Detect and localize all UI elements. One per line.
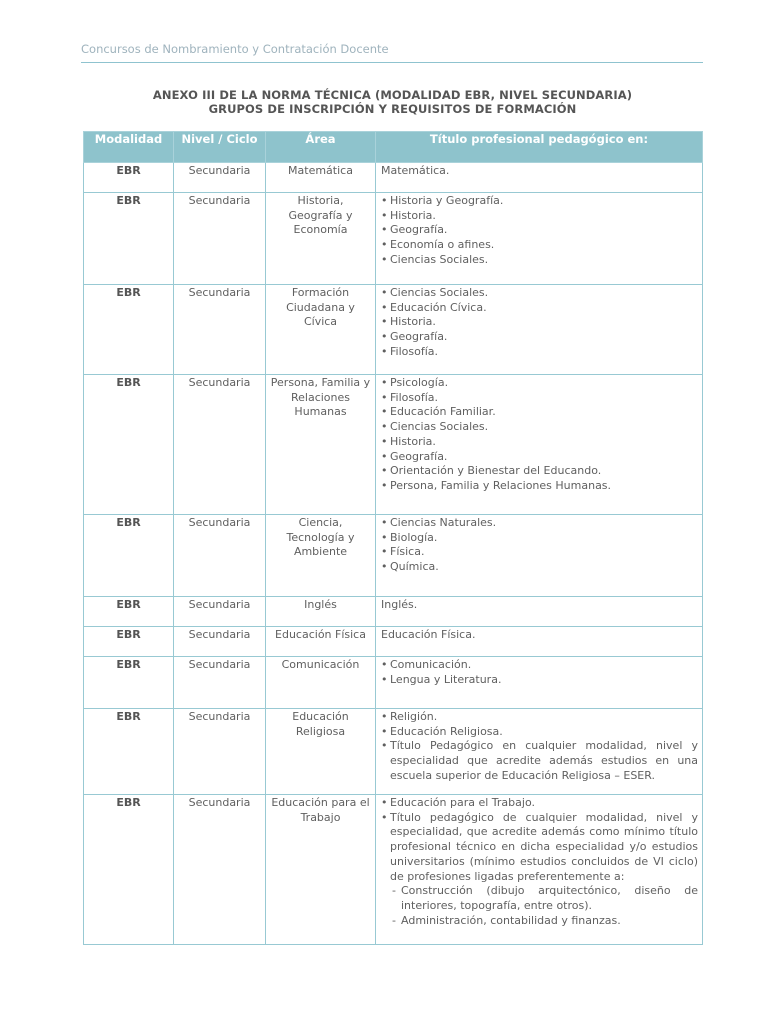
cell-nivel: Secundaria: [174, 163, 266, 193]
list-item: • Biología.: [381, 531, 698, 546]
table-row: [84, 515, 703, 597]
list-item: • Ciencias Sociales.: [381, 253, 698, 268]
list-item: • Título pedagógico de cualquier modalidad, nivel y especialidad, que acredite además como mínimo título profesional técnico en dicha especialidad y/o estudios universitarios (mínimo estudios concluidos de VI ciclo) de profesiones ligadas preferentemente a:: [381, 811, 698, 885]
cell-modalidad: EBR: [84, 285, 174, 375]
list-item: • Educación Cívica.: [381, 301, 698, 316]
cell-nivel: Secundaria: [174, 375, 266, 515]
cell-modalidad: EBR: [84, 627, 174, 657]
cell-nivel: Secundaria: [174, 657, 266, 709]
column-header-nivel: Nivel / Ciclo: [174, 132, 266, 163]
cell-titulo: Inglés.: [376, 597, 703, 627]
cell-nivel: Secundaria: [174, 285, 266, 375]
cell-area: Formación Ciudadana y Cívica: [266, 285, 376, 375]
list-item: • Economía o afines.: [381, 238, 698, 253]
cell-titulo: Educación Física.: [376, 627, 703, 657]
cell-modalidad: EBR: [84, 795, 174, 945]
list-item: • Educación Religiosa.: [381, 725, 698, 740]
cell-area: Historia, Geografía y Economía: [266, 193, 376, 285]
cell-titulo: [376, 285, 703, 375]
titulo-list: [381, 710, 698, 784]
list-item: • Título Pedagógico en cualquier modalidad, nivel y especialidad que acredite además estudios en una escuela superior de Educación Religiosa – ESER.: [381, 739, 698, 783]
column-header-area: Área: [266, 132, 376, 163]
titulo-list: [381, 194, 698, 268]
list-item: • Historia.: [381, 209, 698, 224]
list-item: • Religión.: [381, 710, 698, 725]
list-item: • Persona, Familia y Relaciones Humanas.: [381, 479, 698, 494]
cell-titulo: Matemática.: [376, 163, 703, 193]
table-row: [84, 627, 703, 657]
cell-area: Inglés: [266, 597, 376, 627]
list-item: • Química.: [381, 560, 698, 575]
list-item: • Geografía.: [381, 450, 698, 465]
sub-list-item: - Construcción (dibujo arquitectónico, diseño de interiores, topografía, entre otros).: [381, 884, 698, 913]
list-item: • Ciencias Naturales.: [381, 516, 698, 531]
list-item: • Educación para el Trabajo.: [381, 796, 698, 811]
cell-titulo: [376, 709, 703, 795]
list-item: • Psicología.: [381, 376, 698, 391]
titulo-list: [381, 658, 698, 687]
cell-titulo: [376, 193, 703, 285]
cell-titulo: [376, 375, 703, 515]
titulo-list: [381, 516, 698, 575]
table-row: [84, 709, 703, 795]
requirements-table: [83, 131, 703, 945]
cell-area: Ciencia, Tecnología y Ambiente: [266, 515, 376, 597]
table-row: [84, 795, 703, 945]
column-header-titulo: Título profesional pedagógico en:: [376, 132, 703, 163]
list-item: • Comunicación.: [381, 658, 698, 673]
cell-area: Persona, Familia y Relaciones Humanas: [266, 375, 376, 515]
cell-titulo: [376, 657, 703, 709]
list-item: • Geografía.: [381, 223, 698, 238]
column-header-modalidad: Modalidad: [84, 132, 174, 163]
list-item: • Ciencias Sociales.: [381, 420, 698, 435]
cell-nivel: Secundaria: [174, 193, 266, 285]
cell-modalidad: EBR: [84, 657, 174, 709]
table-row: [84, 163, 703, 193]
table-row: [84, 597, 703, 627]
list-item: • Lengua y Literatura.: [381, 673, 698, 688]
list-item: • Geografía.: [381, 330, 698, 345]
list-item: • Educación Familiar.: [381, 405, 698, 420]
cell-modalidad: EBR: [84, 163, 174, 193]
cell-area: Matemática: [266, 163, 376, 193]
cell-modalidad: EBR: [84, 597, 174, 627]
cell-modalidad: EBR: [84, 515, 174, 597]
cell-titulo: [376, 795, 703, 945]
cell-area: Educación para el Trabajo: [266, 795, 376, 945]
titulo-list: [381, 376, 698, 494]
table-row: [84, 657, 703, 709]
title-line-2: GRUPOS DE INSCRIPCIÓN Y REQUISITOS DE FORMACIÓN: [208, 102, 577, 116]
cell-area: Educación Física: [266, 627, 376, 657]
title-line-1: ANEXO III DE LA NORMA TÉCNICA (MODALIDAD EBR, NIVEL SECUNDARIA): [152, 88, 633, 102]
cell-area: Comunicación: [266, 657, 376, 709]
list-item: • Ciencias Sociales.: [381, 286, 698, 301]
cell-nivel: Secundaria: [174, 515, 266, 597]
list-item: • Orientación y Bienestar del Educando.: [381, 464, 698, 479]
table-header-row: [84, 132, 703, 163]
cell-nivel: Secundaria: [174, 795, 266, 945]
list-item: • Historia.: [381, 315, 698, 330]
titulo-list: [381, 286, 698, 360]
cell-modalidad: EBR: [84, 709, 174, 795]
cell-modalidad: EBR: [84, 375, 174, 515]
cell-titulo: [376, 515, 703, 597]
cell-nivel: Secundaria: [174, 597, 266, 627]
list-item: • Física.: [381, 545, 698, 560]
cell-area: Educación Religiosa: [266, 709, 376, 795]
list-item: • Historia.: [381, 435, 698, 450]
table-row: [84, 375, 703, 515]
page-header: Concursos de Nombramiento y Contratación Docente: [81, 42, 703, 63]
titulo-list: [381, 796, 698, 928]
cell-nivel: Secundaria: [174, 709, 266, 795]
list-item: • Filosofía.: [381, 345, 698, 360]
sub-list-item: - Administración, contabilidad y finanzas.: [381, 914, 698, 929]
cell-modalidad: EBR: [84, 193, 174, 285]
table-row: [84, 285, 703, 375]
cell-nivel: Secundaria: [174, 627, 266, 657]
document-title: [84, 88, 701, 116]
table-row: [84, 193, 703, 285]
list-item: • Historia y Geografía.: [381, 194, 698, 209]
list-item: • Filosofía.: [381, 391, 698, 406]
